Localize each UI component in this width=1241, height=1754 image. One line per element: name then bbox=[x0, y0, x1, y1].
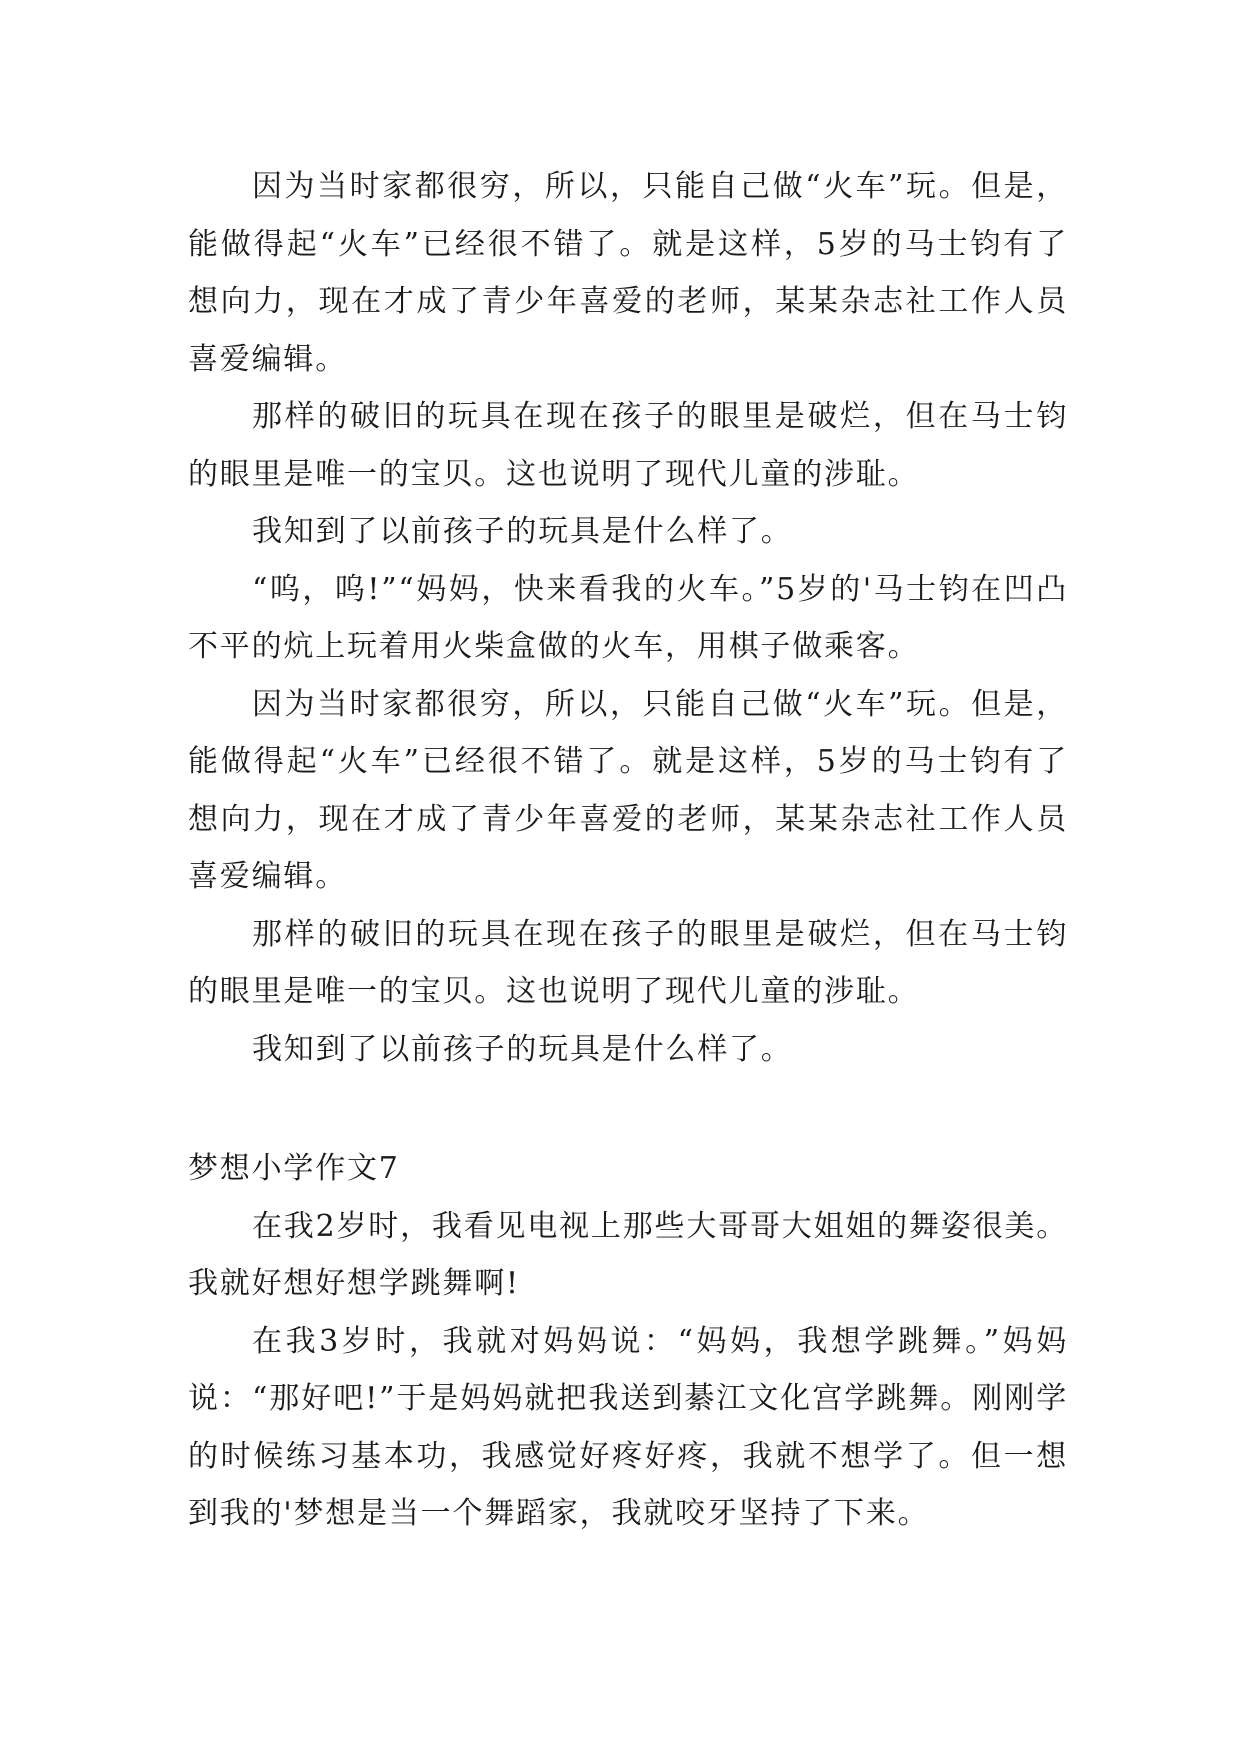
paragraph: 我知到了以前孩子的玩具是什么样了。 bbox=[252, 514, 793, 549]
paragraph: 那样的破旧的玩具在现在孩子的眼里是破烂，但在马士钧的眼里是唯一的宝贝。这也说明了现代儿童的涉耻。 bbox=[188, 916, 1068, 1009]
paragraph: 因为当时家都很穷，所以，只能自己做“火车”玩。但是，能做得起“火车”已经很不错了。就是这样，5岁的马士钧有了想向力，现在才成了青少年喜爱的老师，某某杂志社工作人员喜爱编辑。 bbox=[188, 169, 1068, 377]
paragraph: 在我2岁时，我看见电视上那些大哥哥大姐姐的舞姿很美。我就好想好想学跳舞啊! bbox=[188, 1208, 1068, 1301]
paragraph: 因为当时家都很穷，所以，只能自己做“火车”玩。但是，能做得起“火车”已经很不错了。就是这样，5岁的马士钧有了想向力，现在才成了青少年喜爱的老师，某某杂志社工作人员喜爱编辑。 bbox=[188, 686, 1068, 894]
paragraph: “呜，呜!”“妈妈，快来看我的火车。”5岁的'马士钧在凹凸不平的炕上玩着用火柴盒做的火车，用棋子做乘客。 bbox=[188, 571, 1068, 664]
paragraph: 在我3岁时，我就对妈妈说：“妈妈，我想学跳舞。”妈妈说：“那好吧!”于是妈妈就把我送到綦江文化宫学跳舞。刚刚学的时候练习基本功，我感觉好疼好疼，我就不想学了。但一想到我的'梦想是当一个舞蹈家，我就咬牙坚持了下来。 bbox=[188, 1323, 1068, 1531]
paragraph: 我知到了以前孩子的玩具是什么样了。 bbox=[252, 1031, 793, 1067]
document-body bbox=[188, 158, 1068, 1543]
section-heading: 梦想小学作文7 bbox=[188, 1151, 400, 1186]
paragraph: 那样的破旧的玩具在现在孩子的眼里是破烂，但在马士钧的眼里是唯一的宝贝。这也说明了现代儿童的涉耻。 bbox=[188, 399, 1068, 492]
